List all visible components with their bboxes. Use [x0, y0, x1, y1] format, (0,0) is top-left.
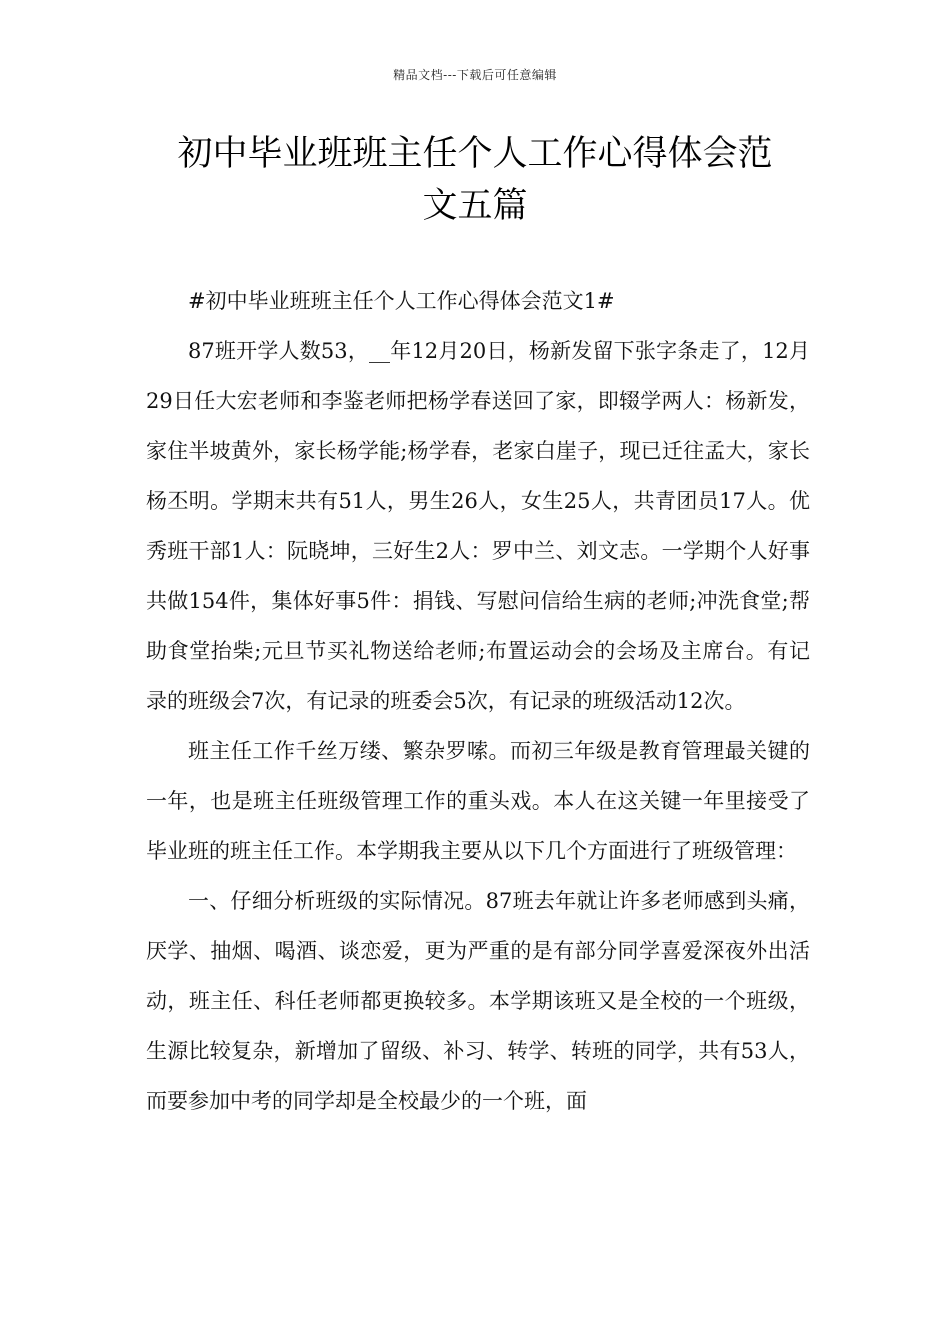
paragraph-3: 一、仔细分析班级的实际情况。87班去年就让许多老师感到头痛，厌学、抽烟、喝酒、谈恋爱，更为严重的是有部分同学喜爱深夜外出活动，班主任、科任老师都更换较多。本学期该班又是全校的一个班级，生源比较复杂，新增加了留级、补习、转学、转班的同学，共有53人，而要参加中考的同学却是全校最少的一个班，面	[146, 889, 810, 1113]
document-body	[146, 276, 810, 1126]
document-title-line-1: 初中毕业班班主任个人工作心得体会范	[177, 134, 773, 174]
header-note: 精品文档---下载后可任意编辑	[393, 68, 557, 82]
paragraph-1: 87班开学人数53，__年12月20日，杨新发留下张字条走了，12月29日任大宏老师和李鉴老师把杨学春送回了家，即辍学两人：杨新发，家住半坡黄外，家长杨学能;杨学春，老家白崖子，现已迁往孟大，家长杨丕明。学期末共有51人，男生26人，女生25人，共青团员17人。优秀班干部1人：阮晓坤，三好生2人：罗中兰、刘文志。一学期个人好事共做154件，集体好事5件：捐钱、写慰问信给生病的老师;冲洗食堂;帮助食堂抬柴;元旦节买礼物送给老师;布置运动会的会场及主席台。有记录的班级会7次，有记录的班委会5次，有记录的班级活动12次。	[146, 339, 810, 713]
document-title	[120, 128, 830, 232]
document-title-line-2: 文五篇	[422, 186, 528, 226]
paragraph-2: 班主任工作千丝万缕、繁杂罗嗦。而初三年级是教育管理最关键的一年，也是班主任班级管理工作的重头戏。本人在这关键一年里接受了毕业班的班主任工作。本学期我主要从以下几个方面进行了班级管理：	[146, 739, 810, 863]
section-heading: #初中毕业班班主任个人工作心得体会范文1#	[188, 289, 615, 313]
